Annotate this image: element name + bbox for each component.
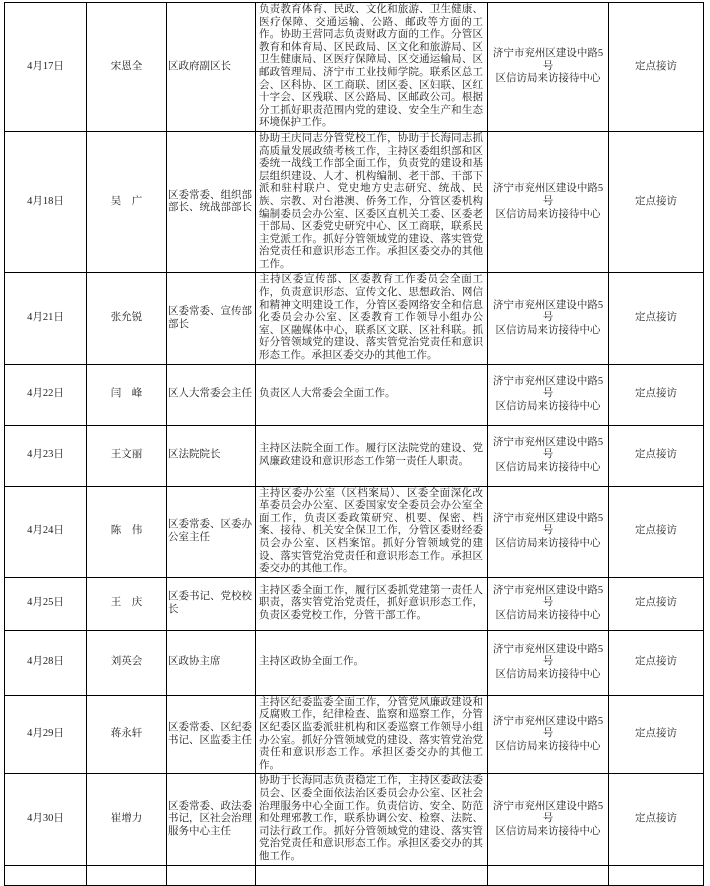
position-cell: 区法院院长 [167,425,256,486]
duty-schedule-table [4,2,704,886]
date-cell: 4月18日 [5,131,87,273]
position-cell: 区委常委、区纪委书记、区监委主任 [167,695,256,774]
table-row-partial [5,865,704,885]
official-name: 崔增力 [87,774,167,865]
date-cell: 4月30日 [5,774,87,865]
date-cell: 4月23日 [5,425,87,486]
reception-method-cell: 定点接访 [609,364,704,425]
position-cell: 区委常委、政法委书记，区社会治理服务中心主任 [167,774,256,865]
official-name: 刘英会 [87,630,167,695]
location-line1: 济宁市兖州区建设中路5号 [492,299,604,324]
location-line1: 济宁市兖州区建设中路5号 [492,512,604,537]
duties-cell: 协助于长海同志负责稳定工作，主持区委政法委员会、区委全面依法治区委员会办公室、区社会治理服务中心全面工作。负责信访、安全、防范和处理邪教工作，联系协调公安、检察、法院、司法行政工作。抓好分管领域党的建设、落实管党治党责任和意识形态工作。承担区委交办的其他工作。 [256,774,488,865]
table-row [5,486,704,577]
location-line2: 区信访局来访接待中心 [495,400,601,412]
location-cell [488,425,609,486]
table-row [5,425,704,486]
date-cell: 4月22日 [5,364,87,425]
location-cell [488,577,609,630]
date-cell: 4月25日 [5,577,87,630]
table-row [5,273,704,364]
location-cell [488,865,609,885]
duties-cell: 主持区委全面工作，履行区委抓党建第一责任人职责，落实管党治党责任，抓好意识形态工作，负责区委党校工作，分管干部工作。 [256,577,488,630]
reception-method-cell [609,865,704,885]
reception-method-cell: 定点接访 [609,774,704,865]
location-line1: 济宁市兖州区建设中路5号 [492,48,604,72]
location-line1: 济宁市兖州区建设中路5号 [492,643,604,668]
duties-cell: 负责教育体育、民政、文化和旅游、卫生健康、医疗保障、交通运输、公路、邮政等方面的工作。协助王营同志负责财政方面的工作。分管区教育和体育局、区民政局、区文化和旅游局、区卫生健康局、区医疗保障局、区交通运输局、区邮政管理局、济宁市工业技师学院。联系区总工会、区科协、区工商联、团区委、区妇联、区红十字会、区残联、区公路局、区邮政公司。根据分工抓好职责范围内党的建设、安全生产和生态环境保护工作。 [256,3,488,132]
duties-cell: 主持区委办公室（区档案局）、区委全面深化改革委员会办公室、区委国家安全委员会办公室全面工作，负责区委政策研究、机要、保密、档案、接待、机关安全保卫工作，分管区委财经委员会办公室、区档案馆。抓好分管领域党的建设、落实管党治党责任和意识形态工作。承担区委交办的其他工作。 [256,486,488,577]
official-name: 王文丽 [87,425,167,486]
duties-cell: 主持区法院全面工作。履行区法院党的建设、党风廉政建设和意识形态工作第一责任人职责。 [256,425,488,486]
official-name: 王 庆 [87,577,167,630]
duties-cell: 协助王庆同志分管党校工作，协助于长海同志抓高质量发展政绩考核工作，主持区委组织部和区委统一战线工作部全面工作，负责党的建设和基层组织建设、人才、机构编制、老干部、干部下派和驻村联户、党史地方史志研究、统战、民族、宗教、对台港澳、侨务工作，分管区委机构编制委员会办公室、区委区直机关工委、区委老干部局、区委党史研究中心、区工商联，联系民主党派工作。抓好分管领域党的建设、落实管党治党责任和意识形态工作。承担区委交办的其他工作。 [256,131,488,273]
reception-method-cell: 定点接访 [609,273,704,364]
location-line1: 济宁市兖州区建设中路5号 [492,800,604,825]
location-cell [488,273,609,364]
position-cell: 区人大常委会主任 [167,364,256,425]
date-cell: 4月21日 [5,273,87,364]
location-line1: 济宁市兖州区建设中路5号 [492,584,604,609]
official-name: 蒋永轩 [87,695,167,774]
location-cell [488,131,609,273]
location-line2: 区信访局来访接待中心 [495,538,601,549]
duties-cell: 主持区纪委监委全面工作，分管党风廉政建设和反腐败工作，纪律检查、监察和巡察工作，分管区纪委区监委派驻机构和区委巡察工作领导小组办公室。抓好分管领域党的建设、落实管党治党责任和意识形态工作。承担区委交办的其他工作。 [256,695,488,774]
table-row [5,3,704,132]
position-cell: 区政府副区长 [167,3,256,132]
table-row [5,695,704,774]
reception-method-cell: 定点接访 [609,425,704,486]
official-name: 张允锐 [87,273,167,364]
official-name [87,865,167,885]
position-cell: 区委常委、宣传部部长 [167,273,256,364]
location-line2: 区信访局来访接待中心 [495,461,601,473]
table-row [5,774,704,865]
position-cell: 区委常委、区委办公室主任 [167,486,256,577]
location-cell [488,364,609,425]
reception-method-cell: 定点接访 [609,131,704,273]
reception-method-cell: 定点接访 [609,630,704,695]
date-cell: 4月24日 [5,486,87,577]
reception-method-cell: 定点接访 [609,486,704,577]
location-line2: 区信访局来访接待中心 [495,825,601,837]
location-line1: 济宁市兖州区建设中路5号 [492,436,604,461]
official-name: 闫 峰 [87,364,167,425]
location-line1: 济宁市兖州区建设中路5号 [492,715,604,740]
official-name: 吴 广 [87,131,167,273]
reception-method-cell: 定点接访 [609,577,704,630]
location-line2: 区信访局来访接待中心 [495,208,601,220]
date-cell: 4月29日 [5,695,87,774]
location-line2: 区信访局来访接待中心 [495,740,601,752]
location-cell [488,695,609,774]
official-name: 陈 伟 [87,486,167,577]
location-line2: 区信访局来访接待中心 [495,73,601,85]
location-line2: 区信访局来访接待中心 [495,324,601,336]
location-line1: 济宁市兖州区建设中路5号 [492,183,604,207]
position-cell: 区委常委、组织部部长、统战部部长 [167,131,256,273]
duties-cell: 主持区委宣传部、区委教育工作委员会全面工作，负责意识形态、宣传文化、思想政治、网信和精神文明建设工作，分管区委网络安全和信息化委员会办公室、区委教育工作领导小组办公室、区融媒体中心，联系区文联、区社科联。抓好分管领域党的建设、落实管党治党责任和意识形态工作。承担区委交办的其他工作。 [256,273,488,364]
position-cell [167,865,256,885]
location-cell [488,774,609,865]
duties-cell: 负责区人大常委会全面工作。 [256,364,488,425]
location-line2: 区信访局来访接待中心 [495,610,601,622]
duties-cell [256,865,488,885]
reception-method-cell: 定点接访 [609,3,704,132]
location-line2: 区信访局来访接待中心 [495,669,601,681]
table-row [5,630,704,695]
official-name: 宋恩全 [87,3,167,132]
date-cell: 4月28日 [5,630,87,695]
location-cell [488,486,609,577]
date-cell: 4月17日 [5,3,87,132]
table-row [5,131,704,273]
reception-method-cell: 定点接访 [609,695,704,774]
table-row [5,364,704,425]
duties-cell: 主持区政协全面工作。 [256,630,488,695]
table-row [5,577,704,630]
location-cell [488,3,609,132]
date-cell [5,865,87,885]
location-line1: 济宁市兖州区建设中路5号 [492,375,604,400]
position-cell: 区委书记、党校校长 [167,577,256,630]
position-cell: 区政协主席 [167,630,256,695]
location-cell [488,630,609,695]
